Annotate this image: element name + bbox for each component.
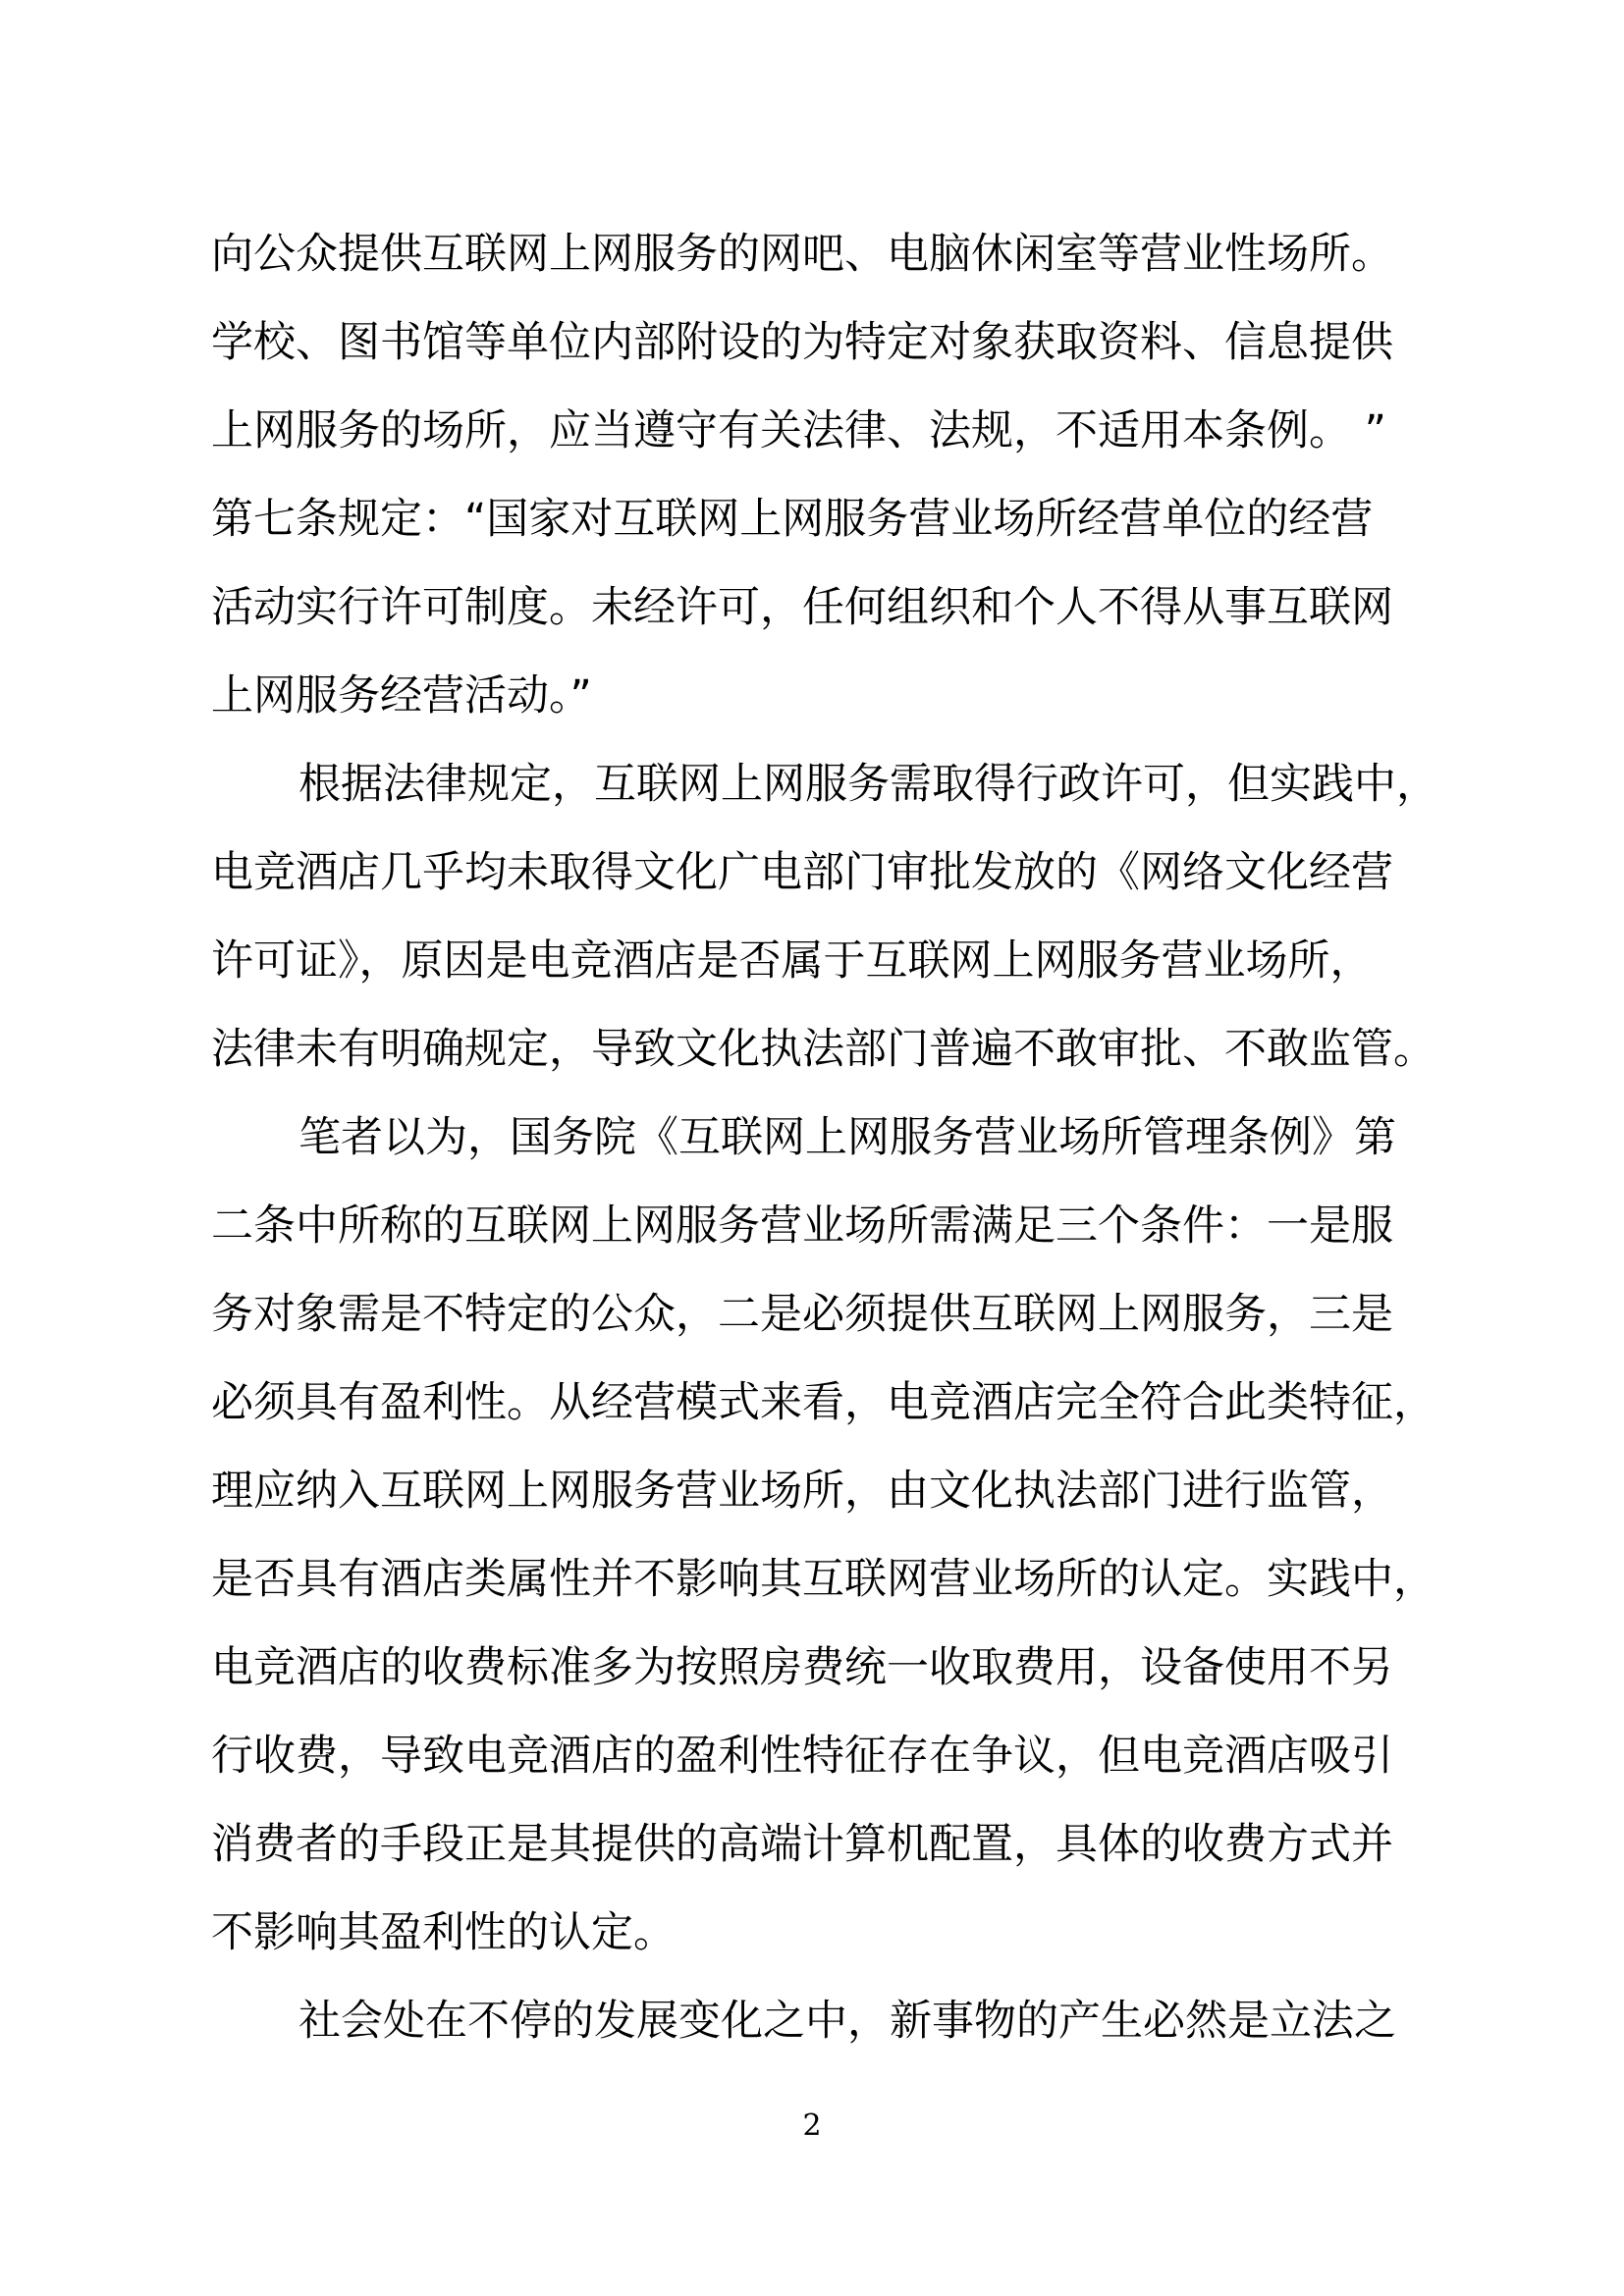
page-number: 2 bbox=[802, 2109, 822, 2143]
paragraph-first-line: 社会处在不停的发展变化之中，新事物的产生必然是立法之 bbox=[298, 1997, 1396, 2046]
text-line: 向公众提供互联网上网服务的网吧、电脑休闲室等营业性场所。 bbox=[211, 230, 1393, 279]
text-line: 第七条规定：“国家对互联网上网服务营业场所经营单位的经营 bbox=[211, 495, 1374, 544]
text-line: 必须具有盈利性。从经营模式来看，电竞酒店完全符合此类特征， bbox=[211, 1378, 1435, 1427]
text-line: 上网服务经营活动。” bbox=[211, 671, 592, 721]
text-line: 不影响其盈利性的认定。 bbox=[211, 1908, 676, 1957]
text-line: 法律未有明确规定，导致文化执法部门普遍不敢审批、不敢监管。 bbox=[211, 1025, 1435, 1074]
text-line: 理应纳入互联网上网服务营业场所，由文化执法部门进行监管， bbox=[211, 1467, 1393, 1516]
text-line: 是否具有酒店类属性并不影响其互联网营业场所的认定。实践中， bbox=[211, 1555, 1435, 1604]
text-line: 消费者的手段正是其提供的高端计算机配置，具体的收费方式并 bbox=[211, 1820, 1393, 1869]
paragraph-first-line: 笔者以为，国务院《互联网上网服务营业场所管理条例》第 bbox=[298, 1113, 1396, 1162]
text-line: 学校、图书馆等单位内部附设的为特定对象获取资料、信息提供 bbox=[211, 318, 1393, 367]
text-line: 二条中所称的互联网上网服务营业场所需满足三个条件：一是服 bbox=[211, 1201, 1393, 1251]
text-line: 许可证》，原因是电竞酒店是否属于互联网上网服务营业场所， bbox=[211, 936, 1373, 986]
paragraph-first-line: 根据法律规定，互联网上网服务需取得行政许可，但实践中， bbox=[298, 760, 1438, 809]
text-line: 行收费，导致电竞酒店的盈利性特征存在争议，但电竞酒店吸引 bbox=[211, 1732, 1393, 1781]
text-line: 活动实行许可制度。未经许可，任何组织和个人不得从事互联网 bbox=[211, 583, 1393, 632]
text-line: 务对象需是不特定的公众，二是必须提供互联网上网服务，三是 bbox=[211, 1290, 1393, 1339]
text-line: 电竞酒店几乎均未取得文化广电部门审批发放的《网络文化经营 bbox=[211, 848, 1393, 897]
text-line: 上网服务的场所，应当遵守有关法律、法规，不适用本条例。 ” bbox=[211, 406, 1386, 455]
body-text bbox=[211, 210, 1438, 2065]
text-line: 电竞酒店的收费标准多为按照房费统一收取费用，设备使用不另 bbox=[211, 1643, 1393, 1692]
